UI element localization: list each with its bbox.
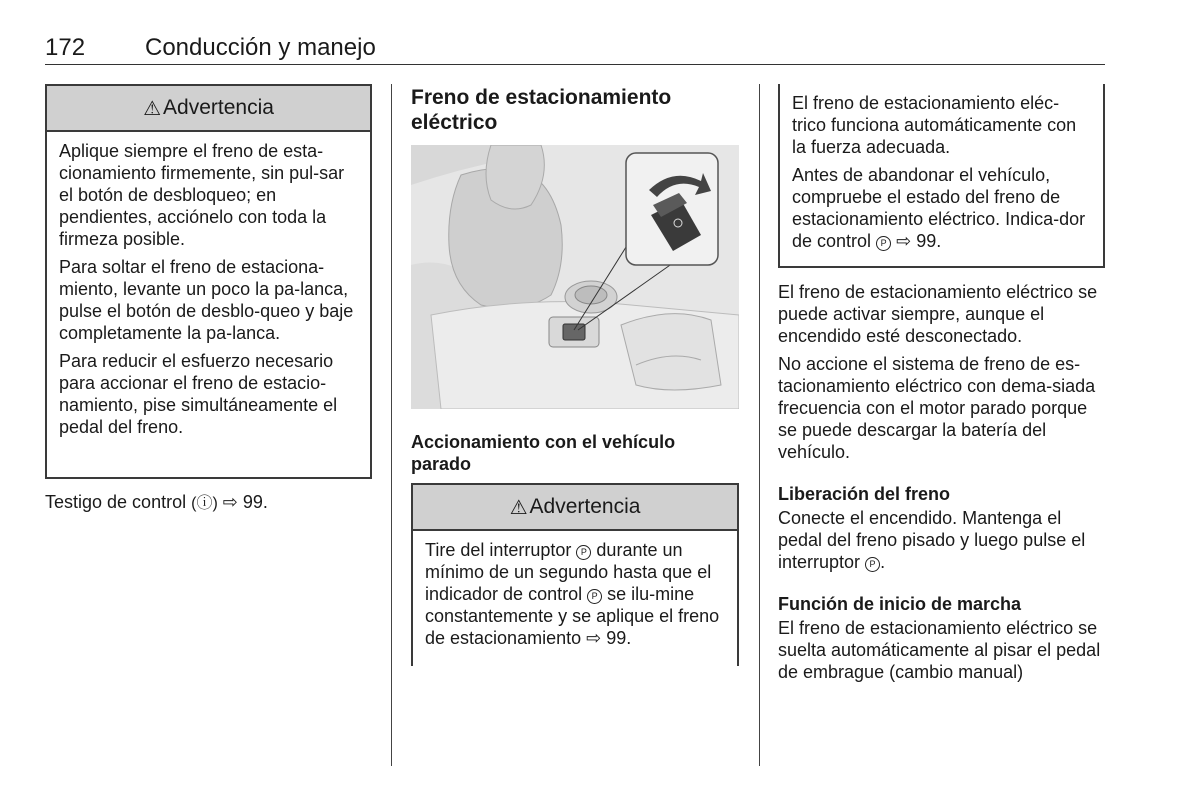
warning-title: Advertencia [163,96,274,119]
warning-paragraph: Para reducir el esfuerzo necesario para accionar el freno de estacio-namiento, pise simultáneamente el pedal del freno. [59,351,338,437]
release-text: Conecte el encendido. Mantenga el pedal del freno pisado y luego pulse el interruptor P . [778,508,1086,572]
warning-title: Advertencia [529,495,641,518]
parking-p-icon: P [587,589,602,604]
warning-triangle-icon: ⚠ [143,97,162,120]
page-reference: 99. [916,231,942,251]
body-paragraph: No accione el sistema de freno de es-tacionamiento eléctrico con dema-siada frecuencia con el motor parado porque se puede descargar la batería del vehículo. [778,354,1096,462]
subheading: Accionamiento con el vehículo parado [411,432,676,474]
warning-header [413,485,737,531]
warning-paragraph: Tire del interruptor P durante un mínimo de un segundo hasta que el indicador de control P se ilu-mine constantemente y se aplique el freno de estacionamiento ⇨ 99. [425,540,720,648]
page-header [45,34,1105,64]
warning-triangle-icon: ⚠ [509,496,528,519]
indicator-line: Testigo de control (ⓘ) ⇨ 99. [45,491,375,515]
info-box-right [778,84,1105,268]
start-heading: Función de inicio de marcha [778,594,1022,614]
info-paragraph: El freno de estacionamiento eléc-trico funciona automáticamente con la fuerza adecuada. [792,93,1077,157]
chapter-title: Conducción y manejo [145,34,376,61]
console-illustration [411,145,739,409]
page-reference: 99. [606,628,632,648]
info-paragraph: Antes de abandonar el vehículo, compruebe el estado del freno de estacionamiento eléctrico. Indica-dor de control P ⇨ 99. [792,165,1086,251]
parking-p-icon: P [576,545,591,560]
warning-paragraph: Aplique siempre el freno de esta-cionamiento firmemente, sin pul-sar el botón de desbloqueo; en pendientes, acciónelo con toda la firmeza posible. [59,141,345,249]
release-heading: Liberación del freno [778,484,951,504]
column-divider-2 [759,84,760,766]
start-text: El freno de estacionamiento eléctrico se suelta automáticamente al pisar el pedal de embrague (cambio manual) [778,618,1101,682]
header-divider [45,64,1105,65]
warning-box-left [45,84,372,479]
page-number: 172 [45,34,86,61]
brake-indicator-icon: (ⓘ) [191,495,218,512]
body-paragraph: El freno de estacionamiento eléctrico se puede activar siempre, aunque el encendido esté desconectado. [778,282,1098,346]
warning-header [47,86,370,132]
section-title: Freno de estacionamiento eléctrico [411,86,672,134]
column-divider-1 [391,84,392,766]
warning-body [47,132,370,446]
parking-p-icon: P [865,557,880,572]
page-reference: 99. [242,492,268,512]
reference-arrow-icon: ⇨ [222,492,238,512]
reference-arrow-icon: ⇨ [896,231,912,251]
parking-p-icon: P [876,236,891,251]
warning-paragraph: Para soltar el freno de estaciona-miento, levante un poco la pa-lanca, pulse el botón de desblo-queo y baje completamente la pa-lanca. [59,257,354,343]
reference-arrow-icon: ⇨ [586,628,602,648]
warning-box-middle [411,483,739,666]
warning-body [413,531,737,657]
